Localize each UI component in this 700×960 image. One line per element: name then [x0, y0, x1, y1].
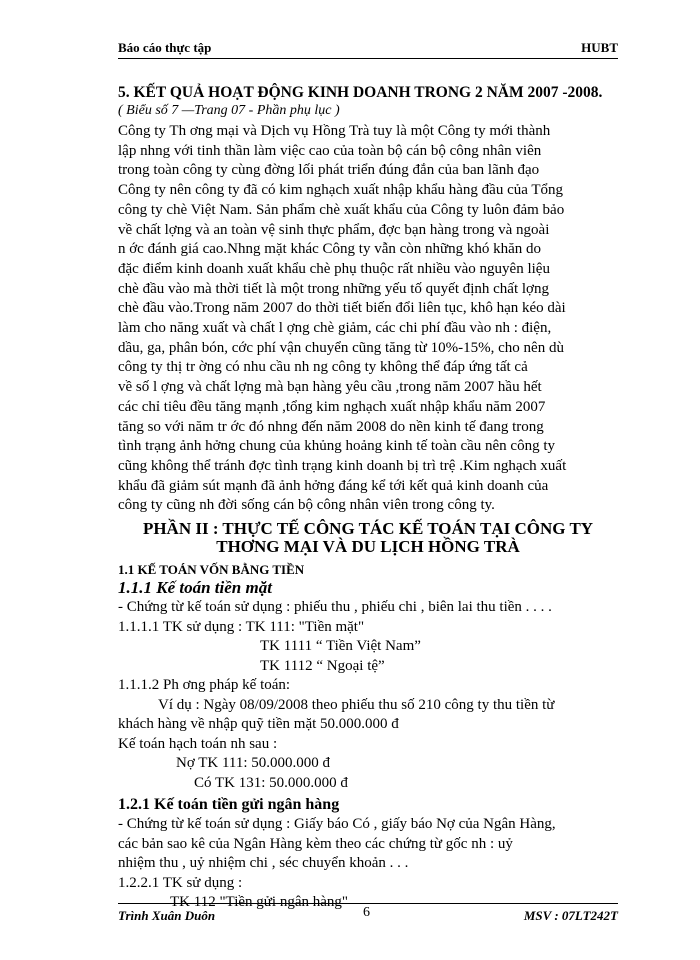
part-title-line-1: PHẦN II : THỰC TẾ CÔNG TÁC KẾ TOÁN TẠI CÔNG TY — [142, 519, 594, 539]
bank-account-used: 1.2.2.1 TK sử dụng : — [118, 874, 243, 891]
paragraph-line: Công ty nên công ty đã có kim nghạch xuất nhập khẩu hàng đầu của Tổng — [118, 182, 564, 199]
page-number: 6 — [363, 905, 370, 920]
paragraph-line: công ty cũng nh đời sống cán bộ công nhân viên trong công ty. — [118, 497, 495, 514]
part-title — [118, 520, 618, 556]
paragraph-line: tình trạng ảnh hởng chung của khủng hoảng kinh tế toàn cầu nên công ty — [118, 438, 555, 455]
account-1111: TK 1111 “ Tiền Việt Nam” — [260, 638, 421, 655]
cash-accounting-block — [118, 598, 618, 793]
paragraph-line: các chỉ tiêu đều tăng mạnh ,tổng kim nghạch xuất nhập khẩu năm 2007 — [118, 398, 546, 415]
bank-docs-line-1: - Chứng từ kế toán sử dụng : Giấy báo Có , giấy báo Nợ của Ngân Hàng, — [118, 816, 556, 833]
heading-1-2-1: 1.2.1 Kế toán tiền gửi ngân hàng — [118, 796, 340, 814]
author-name: Trình Xuân Duôn — [118, 908, 216, 923]
page-header — [118, 40, 618, 59]
paragraph-line: làm cho năng xuất và chất l ợng chè giảm, các chi phí đầu vào nh : điện, — [118, 320, 552, 337]
paragraph-line: đặc điểm kinh doanh xuất khẩu chè phụ thuộc rất nhiều vào nguyên liệu — [118, 260, 550, 277]
section-paragraph — [118, 122, 618, 516]
page-content — [118, 80, 618, 913]
bank-docs-line-2: các bản sao kê của Ngân Hàng kèm theo các chứng từ gốc nh : uỷ — [118, 835, 513, 852]
paragraph-line: chè đầu vào.Trong năm 2007 do thời tiết biến đổi liên tục, khô hạn kéo dài — [118, 300, 566, 317]
section-title: 5. KẾT QUẢ HOẠT ĐỘNG KINH DOANH TRONG 2 NĂM 2007 -2008. — [118, 84, 603, 101]
paragraph-line: về số l ợng và chất lợng mà bạn hàng yêu cầu ,trong năm 2007 hầu hết — [118, 379, 542, 396]
report-label: Báo cáo thực tập — [118, 40, 212, 55]
entry-credit: Có TK 131: 50.000.000 đ — [194, 774, 348, 791]
paragraph-line: công ty chè Việt Nam. Sản phẩm chè xuất khẩu của Công ty luôn đảm bảo — [118, 201, 565, 218]
example-line-2: khách hàng về nhập quỹ tiền mặt 50.000.000 đ — [118, 716, 399, 733]
paragraph-line: khẩu đã giảm sút mạnh đã ảnh hởng đáng kể tới kết quả kinh doanh của — [118, 477, 549, 494]
account-112: TK 112 "Tiền gửi ngân hàng" — [170, 894, 349, 911]
docs-used: - Chứng từ kế toán sử dụng : phiếu thu , phiếu chi , biên lai thu tiền . . . . — [118, 599, 552, 616]
page-footer — [118, 903, 618, 924]
paragraph-line: về chất lợng và an toàn vệ sinh thực phẩm, đợc bạn hàng trong và ngoài — [118, 221, 550, 238]
student-id: MSV : 07LT242T — [523, 908, 618, 923]
account-used: 1.1.1.1 TK sử dụng : TK 111: "Tiền mặt" — [118, 618, 365, 635]
paragraph-line: dầu, ga, phân bón, cớc phí vận chuyển cũng tăng từ 10%-15%, cho nên dù — [118, 339, 564, 356]
school-label: HUBT — [581, 40, 618, 55]
paragraph-line: chè đầu vào mà thời tiết là một trong những yếu tố quyết định chất lợng — [118, 280, 549, 297]
paragraph-line: công ty thị tr ờng có nhu cầu nh ng công ty không thể đáp ứng tất cả — [118, 359, 528, 376]
paragraph-line: lập nhng với tinh thần làm việc cao của toàn bộ cán bộ công nhân viên — [118, 142, 542, 159]
heading-1-1-1: 1.1.1 Kế toán tiền mặt — [118, 578, 272, 598]
entry-intro: Kế toán hạch toán nh sau : — [118, 735, 278, 752]
example-line-1: Ví dụ : Ngày 08/09/2008 theo phiếu thu số 210 công ty thu tiền từ — [158, 696, 555, 713]
paragraph-line: Công ty Th ơng mại và Dịch vụ Hồng Trà tuy là một Công ty mới thành — [118, 123, 551, 139]
paragraph-line: n ớc đánh giá cao.Nhng mặt khác Công ty vẫn còn những khó khăn do — [118, 241, 542, 258]
entry-debit: Nợ TK 111: 50.000.000 đ — [176, 755, 331, 772]
part-title-line-2: THƠNG MẠI VÀ DU LỊCH HỒNG TRÀ — [216, 537, 520, 557]
bank-deposit-block — [118, 815, 618, 913]
paragraph-line: cũng không thể tránh đợc tình trạng kinh doanh bị trì trệ .Kim nghạch xuất — [118, 457, 567, 474]
method-heading: 1.1.1.2 Ph ơng pháp kế toán: — [118, 677, 291, 694]
section-subtitle: ( Biểu số 7 —Trang 07 - Phần phụ lục ) — [118, 103, 340, 118]
paragraph-line: trong toàn công ty cùng đờng lối phát triển đúng đắn của ban lãnh đạo — [118, 162, 540, 179]
account-1112: TK 1112 “ Ngoại tệ” — [260, 657, 385, 674]
bank-docs-line-3: nhiệm thu , uỷ nhiệm chi , séc chuyển khoản . . . — [118, 855, 409, 872]
heading-1-1: 1.1 KẾ TOÁN VỐN BẰNG TIỀN — [118, 562, 305, 578]
paragraph-line: tăng so với năm tr ớc đó nhng đến năm 2008 do nền kinh tế đang trong — [118, 418, 544, 435]
